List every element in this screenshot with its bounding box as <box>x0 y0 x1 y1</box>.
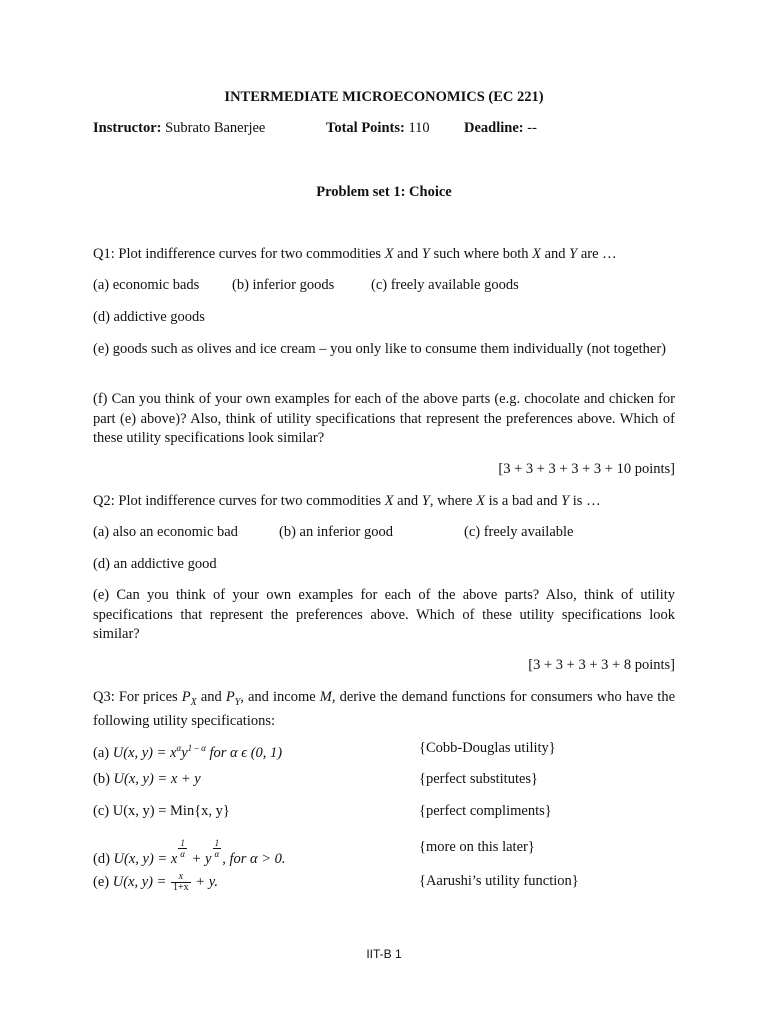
exp-one-minus-alpha: 1 – α <box>187 743 206 753</box>
q2-option-e: (e) Can you think of your own examples for each of the above parts? Also, think of utility specifications that represent the preferences above. Which of these utility specifications look similar? <box>93 587 675 642</box>
q1-option-d: (d) addictive goods <box>93 309 205 325</box>
item-label: (c) <box>93 803 113 819</box>
frac-den: α <box>214 849 220 859</box>
exp-alpha: α <box>176 743 182 753</box>
q1-option-e: (e) goods such as olives and ice cream – you only like to consume them individually (not together) <box>93 341 667 357</box>
points-value: 110 <box>404 120 430 136</box>
item-label: (e) <box>93 873 113 890</box>
q2-points: [3 + 3 + 3 + 3 + 8 points] <box>528 657 675 673</box>
formula-a: U(x, y) = x <box>112 744 177 761</box>
formula-d-domain: , for α > 0. <box>222 851 286 867</box>
var-x: X <box>384 493 394 509</box>
instructor-label: Instructor: <box>93 120 162 136</box>
frac-num: 1 <box>178 838 187 849</box>
income-m: M <box>319 689 332 705</box>
formula-c: U(x, y) = Min{x, y} <box>112 803 230 819</box>
q2-option-a: (a) also an economic bad <box>93 524 238 540</box>
frac-num: 1 <box>213 838 222 849</box>
q2-text: , where <box>429 493 477 509</box>
q3-item-a <box>93 739 675 763</box>
frac-den: 1+x <box>173 882 189 893</box>
q2-options-row <box>93 523 675 543</box>
formula-e: U(x, y) = <box>112 873 171 890</box>
q1-text: and <box>540 246 570 262</box>
q3-item-d <box>93 838 675 870</box>
q3-text: Q3: For prices <box>93 689 182 705</box>
instructor-name: Subrato Banerjee <box>161 120 266 136</box>
var-x: X <box>476 493 485 509</box>
frac-num: x <box>171 872 191 883</box>
var-y: Y <box>561 493 570 509</box>
q1-text: such where both <box>429 246 533 262</box>
deadline-value: -- <box>523 120 537 136</box>
page-footer: IIT-B 1 <box>366 947 402 961</box>
q1-text: and <box>393 246 422 262</box>
var-x: X <box>532 246 541 262</box>
q2-text: is a bad and <box>484 493 562 509</box>
item-label: (d) <box>93 851 114 867</box>
q1-option-c: (c) freely available goods <box>371 277 519 293</box>
problem-set-title: Problem set 1: Choice <box>316 184 452 200</box>
q1-points: [3 + 3 + 3 + 3 + 3 + 10 points] <box>498 461 675 477</box>
q1-text: are … <box>577 246 617 262</box>
q3-note-d: {more on this later} <box>419 839 535 855</box>
q2-option-c: (c) freely available <box>464 524 574 540</box>
formula-b: U(x, y) = x + y <box>113 771 201 787</box>
q3-note-c: {perfect compliments} <box>419 803 552 819</box>
q3-item-e <box>93 872 675 893</box>
q3-text: , and income <box>240 689 320 705</box>
exp-fraction <box>213 838 222 859</box>
formula-d: U(x, y) = x <box>113 851 178 867</box>
q3-text: , derive the demand functions for consumers who have the following utility specifications: <box>93 689 676 730</box>
q1-prompt <box>93 245 675 265</box>
exp-fraction <box>178 838 187 859</box>
course-title: INTERMEDIATE MICROECONOMICS (EC 221) <box>224 89 544 105</box>
price-x-sub: X <box>190 696 197 708</box>
price-x: P <box>181 689 191 705</box>
q3-note-e: {Aarushi’s utility function} <box>419 873 579 889</box>
price-y-sub: Y <box>234 696 241 708</box>
q3-prompt <box>93 688 675 732</box>
formula-d-y: + y <box>188 851 212 867</box>
q2-text: and <box>393 493 422 509</box>
deadline-label: Deadline: <box>464 120 524 136</box>
q3-item-b <box>93 770 675 790</box>
formula-a-domain: for α ϵ (0, 1) <box>205 744 283 761</box>
formula-e-tail: + y. <box>191 873 218 890</box>
q3-item-c <box>93 802 675 822</box>
var-y: Y <box>421 246 430 262</box>
price-y: P <box>225 689 235 705</box>
frac-den: α <box>180 849 186 859</box>
fraction-x-over-1px <box>171 872 191 893</box>
q2-text: Q2: Plot indifference curves for two commodities <box>93 493 385 509</box>
q1-option-b: (b) inferior goods <box>232 277 335 293</box>
var-y: Y <box>421 493 430 509</box>
total-points <box>326 119 430 139</box>
q1-option-a: (a) economic bads <box>93 277 200 293</box>
q3-text: and <box>196 689 226 705</box>
item-label: (b) <box>93 771 114 787</box>
q1-text: Q1: Plot indifference curves for two commodities <box>93 246 385 262</box>
formula-a-y: y <box>181 744 188 761</box>
q2-option-b: (b) an inferior good <box>279 524 393 540</box>
var-y: Y <box>569 246 578 262</box>
deadline <box>464 119 537 139</box>
item-label: (a) <box>93 744 113 761</box>
q2-prompt <box>93 492 675 512</box>
var-x: X <box>384 246 394 262</box>
header-info-row <box>93 119 675 139</box>
q1-option-f: (f) Can you think of your own examples for each of the above parts (e.g. chocolate and chicken for part (e) above)? Also, think of utility specifications that represent the preferences above. Which of these utility specifications look similar? <box>93 391 675 446</box>
q3-note-a: {Cobb-Douglas utility} <box>419 740 556 756</box>
q3-note-b: {perfect substitutes} <box>419 771 539 787</box>
q2-text: is … <box>569 493 601 509</box>
points-label: Total Points: <box>326 120 405 136</box>
q1-options-row <box>93 276 675 296</box>
q2-option-d: (d) an addictive good <box>93 556 217 572</box>
